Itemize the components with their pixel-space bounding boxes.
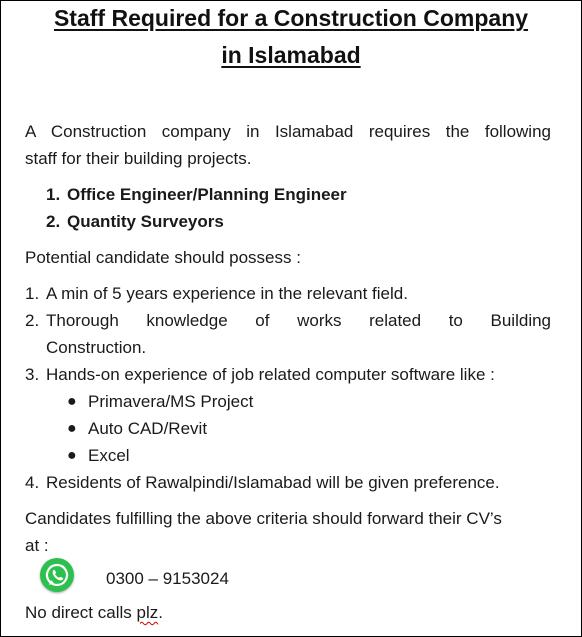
position-1 xyxy=(46,181,546,208)
software-item-2: Auto CAD/Revit xyxy=(88,419,208,438)
requirement-1-text: A min of 5 years experience in the relevant field. xyxy=(46,284,408,303)
software-item-3: Excel xyxy=(88,446,130,465)
intro-line-1: A Construction company in Islamabad requires the following xyxy=(25,122,551,141)
requirement-2-line-2: Construction. xyxy=(46,338,147,357)
requirement-2 xyxy=(25,307,551,334)
requirement-2-line-1: Thorough knowledge of works related to Building xyxy=(46,311,551,330)
position-2-label: Quantity Surveyors xyxy=(67,212,224,231)
requirements-heading: Potential candidate should possess : xyxy=(25,248,301,267)
position-1-number: 1. xyxy=(46,185,61,204)
no-calls-note xyxy=(25,599,551,626)
requirement-3-number: 3. xyxy=(25,365,40,384)
software-item-1: Primavera/MS Project xyxy=(88,392,254,411)
requirement-3 xyxy=(25,361,551,388)
bullet-icon: ● xyxy=(67,420,77,437)
spellcheck-word: plz xyxy=(136,603,159,622)
bullet-icon: ● xyxy=(67,393,77,410)
requirement-4-number: 4. xyxy=(25,473,40,492)
position-2-number: 2. xyxy=(46,212,61,231)
intro-line-2: staff for their building projects. xyxy=(25,149,252,168)
title-line-1: Staff Required for a Construction Company xyxy=(53,5,529,31)
bullet-icon: ● xyxy=(67,447,77,464)
no-calls-note-prefix: No direct calls xyxy=(25,603,137,622)
requirement-2-number: 2. xyxy=(25,311,40,330)
position-1-label: Office Engineer/Planning Engineer xyxy=(67,185,347,204)
no-calls-note-suffix: . xyxy=(158,603,163,622)
contact-line-2: at : xyxy=(25,536,49,555)
contact-line-1: Candidates fulfilling the above criteria should forward their CV’s xyxy=(25,509,502,528)
phone-number: 0300 – 9153024 xyxy=(106,569,229,588)
requirement-1-number: 1. xyxy=(25,284,40,303)
position-2 xyxy=(46,208,546,235)
whatsapp-icon xyxy=(40,558,74,592)
requirement-1 xyxy=(25,280,551,307)
requirement-3-text: Hands-on experience of job related computer software like : xyxy=(46,365,495,384)
requirement-4 xyxy=(25,469,551,496)
requirement-4-text: Residents of Rawalpindi/Islamabad will be given preference. xyxy=(46,473,500,492)
title-line-2: in Islamabad xyxy=(221,42,361,68)
